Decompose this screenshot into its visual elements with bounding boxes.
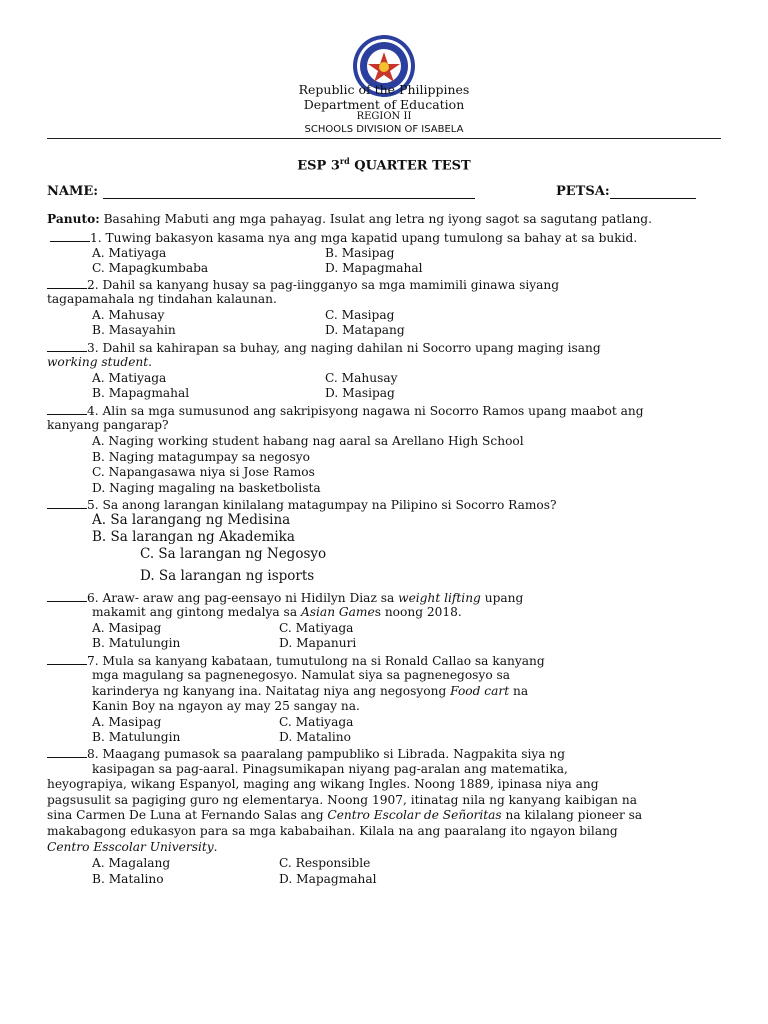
q6-choice-a: A. Masipag (92, 621, 162, 635)
question-8-cont-2: heyograpiya, wikang Espanyol, maging ang wikang Ingles. Noong 1889, ipinasa niya ang (47, 777, 599, 791)
q1-choice-d: D. Mapagmahal (325, 261, 423, 275)
question-4-cont: kanyang pangarap? (47, 418, 169, 432)
answer-blank[interactable] (47, 590, 87, 602)
q5-choice-d: D. Sa larangan ng isports (140, 568, 315, 584)
answer-blank[interactable] (47, 653, 87, 665)
question-8-cont-4: sina Carmen De Luna at Fernando Salas ang Centro Escolar de Señoritas na kilalang pioneer sa (47, 808, 643, 822)
q2-choice-d: D. Matapang (325, 323, 405, 337)
answer-blank[interactable] (47, 403, 87, 415)
answer-blank[interactable] (47, 340, 87, 352)
answer-blank[interactable] (47, 746, 87, 758)
q3-choice-a: A. Matiyaga (92, 371, 167, 385)
question-7: 7. Mula sa kanyang kabataan, tumutulong na si Ronald Callao sa kanyang (47, 653, 545, 668)
answer-blank[interactable] (47, 497, 87, 509)
q6-choice-c: C. Matiyaga (279, 621, 354, 635)
q4-choice-d: D. Naging magaling na basketbolista (92, 481, 321, 495)
header-republic: Republic of the Philippines (298, 82, 470, 97)
q6-choice-b: B. Matulungin (92, 636, 181, 650)
header-division: SCHOOLS DIVISION OF ISABELA (304, 124, 464, 135)
question-3: 3. Dahil sa kahirapan sa buhay, ang naging dahilan ni Socorro upang maging isang (47, 340, 601, 355)
question-2: 2. Dahil sa kanyang husay sa pag-iingganyo sa mga mamimili ginawa siyang (47, 277, 559, 292)
q8-choice-d: D. Mapagmahal (279, 872, 377, 886)
q1-choice-a: A. Matiyaga (92, 246, 167, 260)
question-8: 8. Maagang pumasok sa paaralang pampubliko si Librada. Nagpakita siya ng (47, 746, 565, 761)
q1-choice-c: C. Mapagkumbaba (92, 261, 209, 275)
question-8-cont-5: makabagong edukasyon para sa mga kababaihan. Kilala na ang paaralang ito ngayon bilang (47, 824, 618, 838)
q7-choice-c: C. Matiyaga (279, 715, 354, 729)
q8-choice-a: A. Magalang (92, 856, 171, 870)
q5-choice-a: A. Sa larangang ng Medisina (92, 512, 291, 528)
q7-choice-b: B. Matulungin (92, 730, 181, 744)
question-5: 5. Sa anong larangan kinilalang matagumpay na Pilipino si Socorro Ramos? (47, 497, 557, 512)
q5-choice-c: C. Sa larangan ng Negosyo (140, 546, 327, 562)
question-6-cont: makamit ang gintong medalya sa Asian Games noong 2018. (92, 605, 462, 619)
q3-choice-d: D. Masipag (325, 386, 395, 400)
q1-choice-b: B. Masipag (325, 246, 395, 260)
name-field[interactable]: NAME: (47, 184, 475, 199)
question-7-cont-3: Kanin Boy na ngayon ay may 25 sangay na. (92, 699, 360, 713)
question-8-cont-6: Centro Esscolar University. (47, 840, 218, 854)
question-3-cont: working student. (47, 355, 153, 369)
instructions: Panuto: Basahing Mabuti ang mga pahayag. Isulat ang letra ng iyong sagot sa sagutang patlang. (47, 212, 652, 226)
header-department: Department of Education (303, 97, 465, 112)
q3-choice-b: B. Mapagmahal (92, 386, 190, 400)
header-divider (47, 138, 721, 139)
q7-choice-d: D. Matalino (279, 730, 351, 744)
answer-blank[interactable] (50, 230, 90, 242)
question-1: 1. Tuwing bakasyon kasama nya ang mga kapatid upang tumulong sa bahay at sa bukid. (50, 230, 637, 245)
q2-choice-b: B. Masayahin (92, 323, 176, 337)
q2-choice-a: A. Mahusay (92, 308, 165, 322)
q5-choice-b: B. Sa larangan ng Akademika (92, 529, 295, 545)
question-7-cont-2: karinderya ng kanyang ina. Naitatag niya ang negosyong Food cart na (92, 684, 529, 698)
q4-choice-b: B. Naging matagumpay sa negosyo (92, 450, 310, 464)
q6-choice-d: D. Mapanuri (279, 636, 357, 650)
page-title: ESP 3rd QUARTER TEST (297, 156, 471, 174)
question-2-cont: tagapamahala ng tindahan kalaunan. (47, 292, 277, 306)
q8-choice-c: C. Responsible (279, 856, 371, 870)
q3-choice-c: C. Mahusay (325, 371, 398, 385)
q8-choice-b: B. Matalino (92, 872, 164, 886)
answer-blank[interactable] (47, 277, 87, 289)
question-4: 4. Alin sa mga sumusunod ang sakripisyong nagawa ni Socorro Ramos upang maabot ang (47, 403, 644, 418)
q4-choice-c: C. Napangasawa niya si Jose Ramos (92, 465, 315, 479)
header-region: REGION II (356, 111, 412, 122)
q4-choice-a: A. Naging working student habang nag aaral sa Arellano High School (92, 434, 524, 448)
q2-choice-c: C. Masipag (325, 308, 395, 322)
question-6: 6. Araw- araw ang pag-eensayo ni Hidilyn Diaz sa weight lifting upang (47, 590, 523, 605)
question-7-cont-1: mga magulang sa pagnenegosyo. Namulat siya sa pagnenegosyo sa (92, 668, 511, 682)
question-8-cont-3: pagsusulit sa pagiging guro ng elementarya. Noong 1907, itinatag nila ng kanyang kaibigan na (47, 793, 637, 807)
date-field[interactable]: PETSA: (556, 184, 696, 199)
question-8-cont-1: kasipagan sa pag-aaral. Pinagsumikapan niyang pag-aralan ang matematika, (92, 762, 568, 776)
q7-choice-a: A. Masipag (92, 715, 162, 729)
